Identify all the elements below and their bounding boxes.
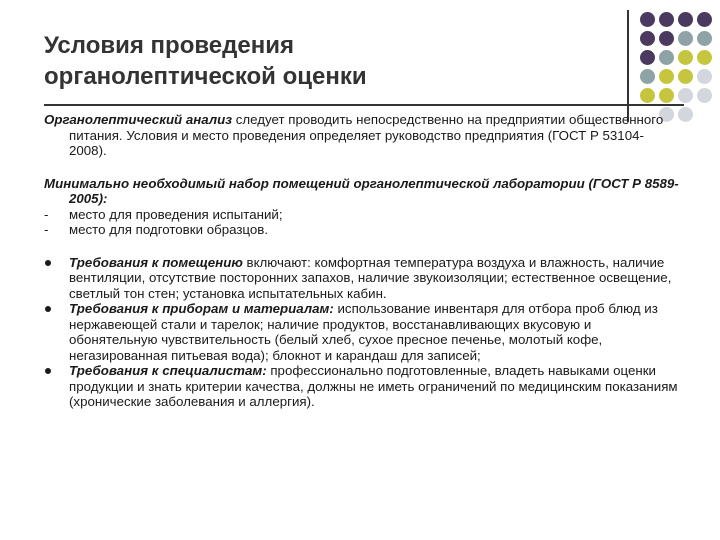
decorative-dot <box>659 69 674 84</box>
decorative-dot <box>678 107 693 122</box>
horizontal-rule <box>44 104 684 106</box>
bullet-item-room <box>44 255 680 302</box>
bullet-text: включают: комфортная температура воздуха и влажность, наличие вентиляции, отсутствие посторонних запахов, наличие звукоизоляции; естественное освещение, светлый тон стен; установка испытательных кабин. <box>69 254 672 301</box>
decorative-dot <box>678 69 693 84</box>
decorative-dot <box>697 50 712 65</box>
bullet-emphasis: Требования к специалистам: <box>69 363 267 378</box>
title-line-1: Условия проведения <box>44 32 294 59</box>
dash-item-text: место для подготовки образцов. <box>69 222 269 237</box>
decorative-dot <box>697 88 712 103</box>
bullet-dot <box>45 260 51 266</box>
paragraph-premises <box>44 176 680 207</box>
decorative-dot <box>640 50 655 65</box>
bullet-text: профессионально подготовленные, владеть навыками оценки продукции и знать критерии качества, должны не иметь ограничений по медицинским показаниям (хронические заболевания и аллергия). <box>69 363 678 409</box>
decorative-dot <box>659 50 674 65</box>
title-line-2: органолептической оценки <box>44 63 367 90</box>
bullet-item-specialists <box>44 363 680 410</box>
decorative-dot <box>659 31 674 46</box>
bullet-dot <box>45 368 51 374</box>
decorative-dot <box>640 88 655 103</box>
slide-title <box>44 30 604 92</box>
bullet-emphasis: Требования к приборам и материалам: <box>69 301 334 316</box>
decorative-dot <box>659 12 674 27</box>
bullet-item-instruments <box>44 301 680 363</box>
decorative-dot <box>697 31 712 46</box>
paragraph-analysis-emphasis: Органолептический анализ <box>44 112 233 127</box>
decorative-dot <box>640 69 655 84</box>
decorative-dot <box>678 88 693 103</box>
paragraph-analysis <box>44 112 680 159</box>
dash-item <box>44 207 680 223</box>
paragraph-analysis-text: следует проводить непосредственно на предприятии общественного питания. Условия и место проведения определяет руководство предприятия (ГОСТ Р 53104-2008). <box>69 112 664 158</box>
decorative-dot <box>640 12 655 27</box>
dash-marker: - <box>44 206 49 222</box>
decorative-dot <box>659 88 674 103</box>
dash-item <box>44 222 680 238</box>
bullet-text: использование инвентаря для отбора проб блюд из нержавеющей стали и тарелок; наличие продуктов, восстанавливающих вкусовую и обонятельную чувствительность (белый хлеб, сухое пресное печенье, молотый кофе, негазированная питьевая вода); блокнот и карандаш для записей; <box>69 301 658 363</box>
slide-body <box>44 112 680 410</box>
dash-item-text: место для проведения испытаний; <box>69 206 283 222</box>
paragraph-premises-emphasis: Минимально необходимый набор помещений органолептической лаборатории (ГОСТ Р 8589-2005): <box>44 175 679 206</box>
decorative-dot <box>697 69 712 84</box>
bullet-dot <box>45 306 51 312</box>
bullet-emphasis: Требования к помещению <box>69 254 243 270</box>
decorative-dot <box>678 31 693 46</box>
dash-marker: - <box>44 222 49 237</box>
decorative-dot <box>678 12 693 27</box>
decorative-dot <box>678 50 693 65</box>
decorative-dot <box>640 31 655 46</box>
decorative-dot <box>697 12 712 27</box>
